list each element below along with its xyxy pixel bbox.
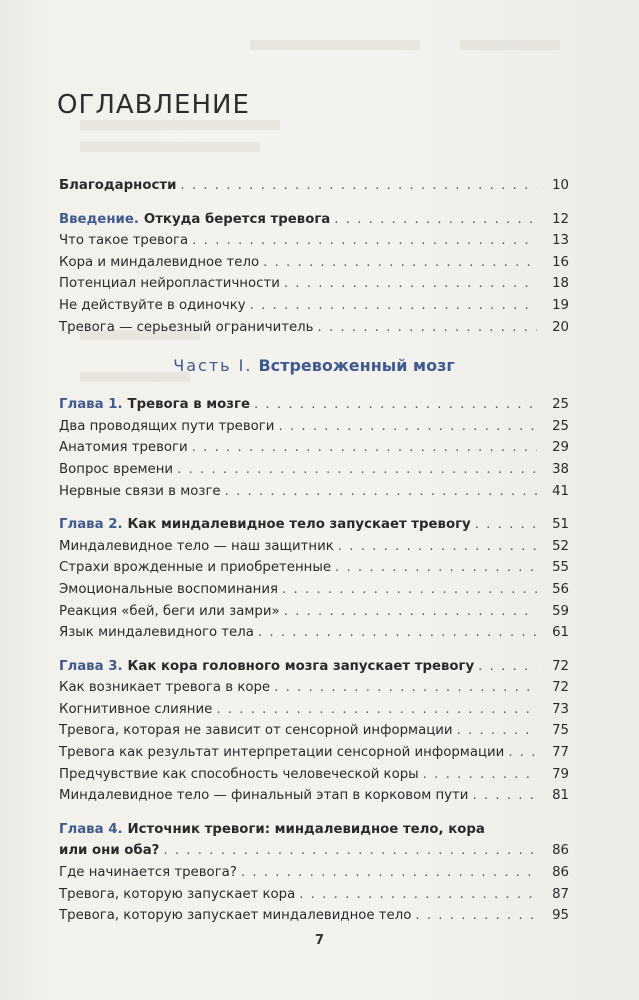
entry-title: Вопрос времени [59,461,174,477]
toc-subentry [59,862,569,884]
page-ref: 41 [552,483,569,499]
toc-entry-chapter-4-continued [59,840,569,862]
entry-title: Что такое тревога [59,233,189,249]
dot-leader [177,459,537,481]
toc-entry-chapter-3 [59,656,569,678]
page-ref: 19 [552,297,569,313]
entry-title: Страхи врожденные и приобретенные [59,560,332,576]
entry-title-wrap [59,819,485,841]
entry-title: Предчувствие как способность человеческой коры [59,766,419,782]
page-ref: 72 [552,658,569,674]
toc-subentry [59,252,569,274]
entry-title: Когнитивное слияние [59,701,213,717]
page-ref: 29 [552,440,569,456]
page-ref: 75 [552,723,569,739]
page-number: 7 [314,933,325,948]
entry-title: Как миндалевидное тело запускает тревогу [127,517,471,533]
page-ref: 81 [552,788,569,804]
bleed-through-shadow [80,120,280,130]
page-ref: 51 [552,517,569,533]
dot-leader [284,273,537,295]
entry-title-wrap [59,656,474,678]
entry-title: Эмоциональные воспоминания [59,581,279,597]
part-title: Встревоженный мозг [258,356,455,376]
dot-leader [241,862,537,884]
toc-subentry [59,622,569,644]
entry-title: Два проводящих пути тревоги [59,418,275,434]
toc-subentry [59,579,569,601]
dot-leader [335,557,537,579]
entry-title-wrap [59,514,471,536]
page-ref: 55 [552,560,569,576]
page-ref: 25 [552,397,569,413]
page-ref: 72 [552,680,569,696]
entry-title: Нервные связи в мозге [59,483,221,499]
bleed-through-shadow [250,40,420,50]
entry-title: Источник тревоги: миндалевидное тело, кора [127,821,485,837]
entry-title: Как кора головного мозга запускает тревогу [127,658,475,674]
dot-leader [299,884,537,906]
page-ref: 61 [552,625,569,641]
entry-title: Реакция «бей, беги или замри» [59,603,280,619]
toc-entry-chapter-1 [59,394,569,416]
page-ref: 25 [552,418,569,434]
entry-title: Тревога в мозге [127,397,250,413]
page-ref: 10 [552,178,569,193]
dot-leader [216,699,537,721]
entry-title: Где начинается тревога? [59,865,237,881]
toc-subentry [59,557,569,579]
entry-title: Анатомия тревоги [59,440,188,456]
page-ref: 87 [552,886,569,902]
table-of-contents [59,175,569,927]
dot-leader [192,230,537,252]
page-ref: 16 [552,254,569,270]
entry-title: Благодарности [59,178,177,193]
spacer [59,807,569,819]
entry-title: Потенциал нейропластичности [59,276,280,292]
toc-subentry [59,720,569,742]
toc-subentry [59,536,569,558]
toc-subentry [59,273,569,295]
page-ref: 95 [552,908,569,924]
toc-heading: ОГЛАВЛЕНИЕ [57,90,250,120]
dot-leader [180,175,537,197]
part-heading [59,338,569,394]
part-label: Часть I. [173,356,253,376]
entry-title: Откуда берется тревога [143,211,331,227]
toc-subentry [59,601,569,623]
page-ref: 52 [552,538,569,554]
dot-leader [282,579,537,601]
entry-title-wrap [59,394,250,416]
bleed-through-shadow [80,142,260,152]
entry-title: Как возникает тревога в коре [59,680,271,696]
dot-leader [274,677,537,699]
page-ref: 12 [552,211,569,227]
entry-title: Не действуйте в одиночку [59,297,246,313]
toc-entry-acknowledgements [59,175,569,197]
entry-title: Язык миндалевидного тела [59,625,254,641]
entry-prefix: Глава 1. [59,397,123,413]
page-ref: 59 [552,603,569,619]
entry-title: Тревога как результат интерпретации сенсорной информации [59,745,505,761]
page-ref: 73 [552,701,569,717]
dot-leader [254,394,537,416]
spacer [59,502,569,514]
dot-leader [457,720,537,742]
entry-prefix: Введение. [59,211,139,227]
toc-subentry [59,699,569,721]
toc-entry-chapter-4 [59,819,569,841]
dot-leader [163,840,537,862]
toc-entry-intro [59,209,569,231]
toc-subentry [59,905,569,927]
toc-subentry [59,481,569,503]
entry-title-wrap [59,209,330,231]
toc-subentry [59,884,569,906]
dot-leader [258,622,537,644]
entry-title: Тревога, которую запускает кора [59,886,296,902]
entry-title: Миндалевидное тело — наш защитник [59,538,334,554]
entry-title: Тревога, которую запускает миндалевидное тело [59,908,412,924]
page-ref: 20 [552,319,569,335]
toc-subentry [59,416,569,438]
dot-leader [263,252,537,274]
entry-prefix: Глава 4. [59,821,123,837]
toc-entry-chapter-2 [59,514,569,536]
dot-leader [415,905,537,927]
dot-leader [423,764,537,786]
page-ref: 38 [552,461,569,477]
entry-title-continued: или они оба? [59,843,160,859]
dot-leader [334,209,537,231]
toc-subentry [59,437,569,459]
toc-subentry [59,459,569,481]
dot-leader [225,481,537,503]
dot-leader [250,295,537,317]
dot-leader [338,536,537,558]
dot-leader [318,317,538,339]
entry-title: Тревога, которая не зависит от сенсорной информации [59,723,453,739]
dot-leader [278,416,537,438]
dot-leader [478,656,537,678]
toc-subentry [59,742,569,764]
page-ref: 13 [552,233,569,249]
toc-subentry [59,764,569,786]
toc-subentry [59,295,569,317]
dot-leader [472,785,537,807]
page-ref: 86 [552,865,569,881]
page-ref: 77 [552,745,569,761]
entry-prefix: Глава 2. [59,517,123,533]
dot-leader [508,742,537,764]
toc-subentry [59,677,569,699]
page-ref: 79 [552,766,569,782]
page-ref: 18 [552,276,569,292]
dot-leader [284,601,537,623]
entry-title: Миндалевидное тело — финальный этап в корковом пути [59,788,469,804]
dot-leader [475,514,537,536]
dot-leader [192,437,537,459]
page-ref: 56 [552,581,569,597]
toc-subentry [59,317,569,339]
toc-subentry [59,785,569,807]
entry-title: Кора и миндалевидное тело [59,254,260,270]
spacer [59,197,569,209]
entry-prefix: Глава 3. [59,658,123,674]
entry-title: Тревога — серьезный ограничитель [59,319,314,335]
page-ref: 86 [552,843,569,859]
bleed-through-shadow [460,40,560,50]
spacer [59,644,569,656]
toc-subentry [59,230,569,252]
